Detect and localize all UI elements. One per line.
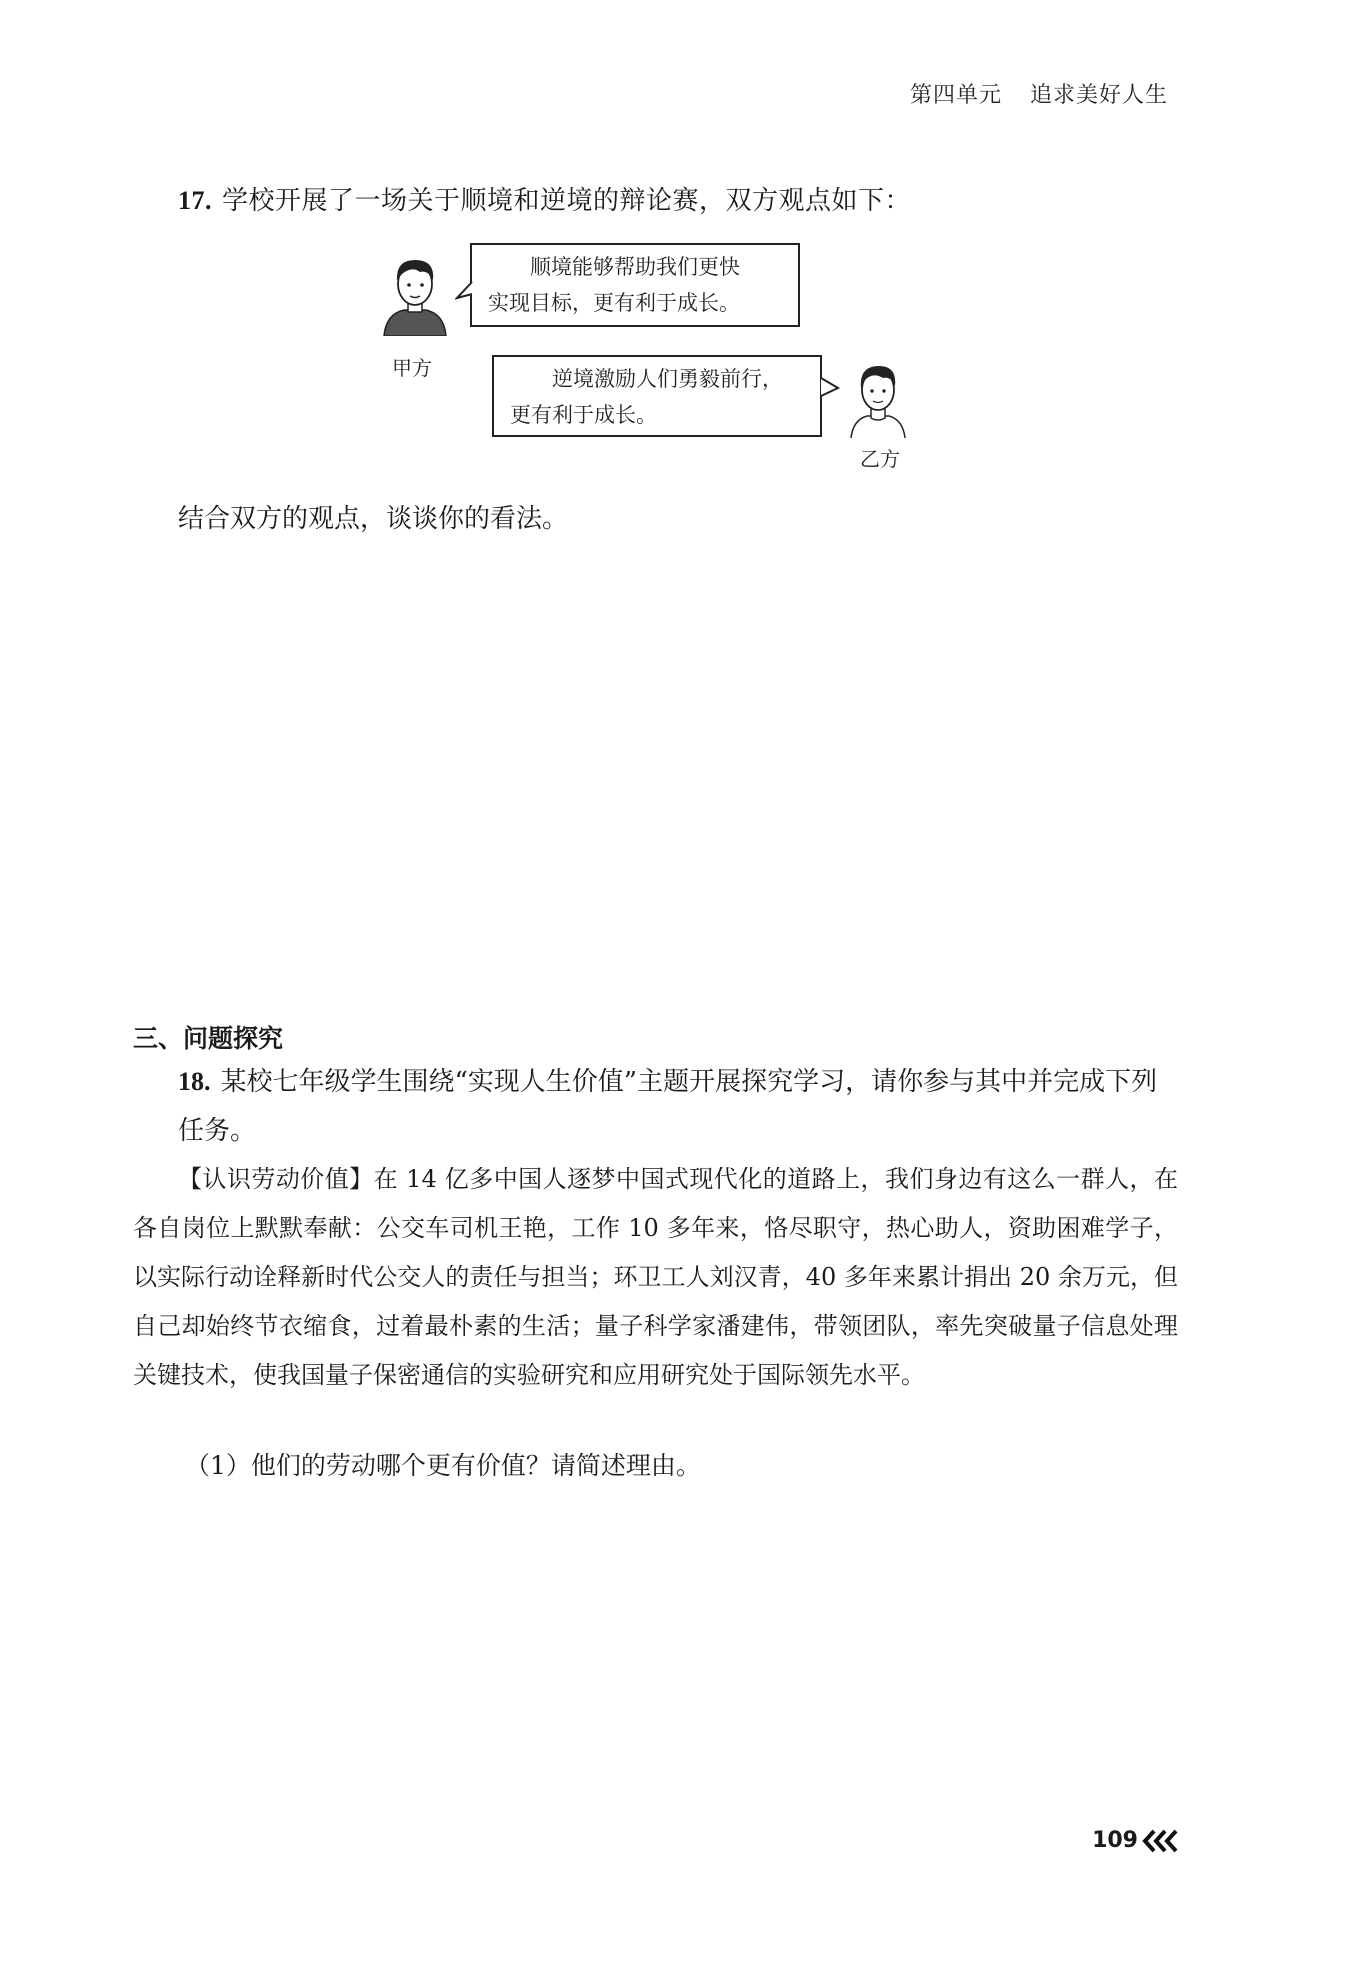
bubble-a-line2: 实现目标，更有利于成长。 [488, 291, 740, 315]
bubble-a-tail [455, 280, 473, 308]
question-number: 18. [178, 1067, 211, 1096]
question-17-stem [178, 180, 911, 217]
page-header [910, 78, 1168, 109]
bubble-a-line1: 顺境能够帮助我们更快 [530, 255, 740, 279]
bubble-b-line2: 更有利于成长。 [510, 403, 657, 427]
bubble-b-line1: 逆境激励人们勇毅前行， [552, 367, 783, 391]
question-18-subquestion-1: （1）他们的劳动哪个更有价值？请简述理由。 [185, 1451, 701, 1480]
unit-title: 追求美好人生 [1029, 83, 1168, 108]
page-number [1092, 1828, 1180, 1853]
material-text: 在 14 亿多中国人逐梦中国式现代化的道路上，我们身边有这么一群人，在各自岗位上默默奉献：公交车司机王艳，工作 10 多年来，恪尽职守，热心助人，资助困难学子，以实际行动诠释新时代公交人的责任与担当；环卫工人刘汉青，40 多年来累计捐出 20 余万元，但自己却始终节衣缩食，过着最朴素的生活；量子科学家潘建伟，带领团队，率先突破量子信息处理关键技术，使我国量子保密通信的实验研究和应用研究处于国际领先水平。 [133, 1165, 1178, 1389]
side-a-label: 甲方 [392, 356, 432, 380]
question-17-prompt: 结合双方的观点，谈谈你的看法。 [178, 504, 569, 534]
bubble-b-tail [820, 376, 840, 404]
question-text: 某校七年级学生围绕“实现人生价值”主题开展探究学习，请你参与其中并完成下列任务。 [178, 1067, 1158, 1146]
boy-a-illustration [378, 250, 452, 336]
question-18-stem [178, 1057, 1178, 1156]
material-tag: 【认识劳动价值】 [178, 1165, 374, 1193]
speech-bubble-side-b [492, 355, 822, 437]
section-title: 三、问题探究 [133, 1024, 284, 1053]
unit-label: 第四单元 [909, 83, 1002, 108]
boy-b-illustration [843, 358, 913, 438]
speech-bubble-side-a [470, 243, 800, 327]
question-text: 学校开展了一场关于顺境和逆境的辩论赛，双方观点如下： [222, 186, 912, 216]
page-number-text: 109 [1092, 1828, 1138, 1853]
question-18-material [133, 1155, 1178, 1400]
triple-chevron-left-icon [1142, 1829, 1180, 1853]
question-number: 17. [178, 186, 212, 215]
side-b-label: 乙方 [860, 447, 900, 471]
